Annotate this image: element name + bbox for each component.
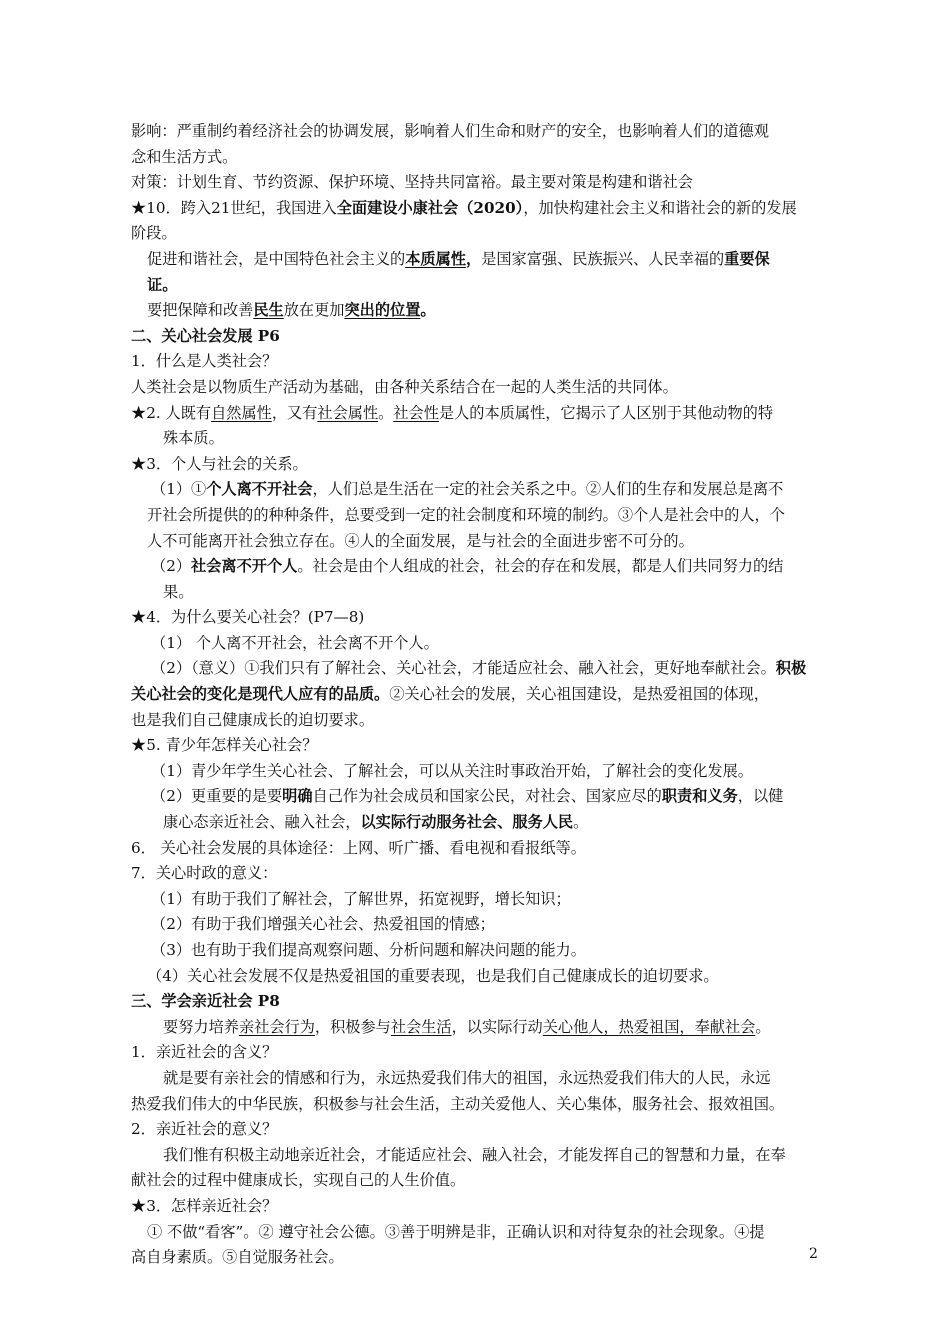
text-segment: ★3．怎样亲近社会？: [131, 1196, 278, 1215]
text-segment: 以实际行动服务社会、服务人民: [360, 813, 574, 832]
text-line: [131, 426, 821, 452]
text-line: [131, 605, 821, 631]
text-segment: （1）①: [151, 480, 207, 499]
text-segment: 。: [378, 403, 394, 422]
text-line: [131, 196, 821, 222]
text-line: [131, 529, 821, 555]
text-segment: 开社会所提供的的种种条件，总要受到一定的社会制度和环境的制约。③个人是社会中的人，个: [147, 505, 785, 524]
text-line: [131, 221, 821, 247]
text-segment: 要把保障和改善: [147, 301, 254, 320]
text-segment: 全面建设小康社会（2020）: [336, 198, 524, 217]
text-segment: ，人们总是生活在一定的社会关系之中。②人们的生存和发展总是离不: [312, 480, 784, 499]
text-line: [131, 989, 821, 1015]
text-segment: 个人离不开社会: [206, 480, 313, 499]
text-line: [131, 938, 821, 964]
text-segment: 社会生活: [390, 1017, 452, 1036]
text-segment: （2）更重要的是要: [151, 787, 283, 806]
text-segment: 社会属性: [317, 403, 379, 422]
text-line: [131, 554, 821, 580]
text-line: [131, 273, 821, 299]
text-segment: 促进和谐社会，是中国特色社会主义的: [147, 249, 406, 268]
text-segment: 放在更加: [283, 301, 345, 320]
text-segment: 是国家富强、民族振兴、人民幸福的: [481, 249, 725, 268]
text-segment: 就是要有亲社会的情感和行为，永远热爱我们伟大的祖国，永远热爱我们伟大的人民，永远: [163, 1068, 771, 1087]
text-segment: 影响：严重制约着经济社会的协调发展，影响着人们生命和财产的安全，也影响着人们的道德观: [131, 122, 769, 140]
text-segment: 也是我们自己健康成长的迫切要求。: [131, 710, 374, 729]
text-line: [131, 1015, 821, 1041]
text-segment: 。: [420, 301, 436, 320]
text-segment: ，加快构建社会主义和谐社会的新的发展: [523, 198, 797, 217]
text-segment: 证。: [147, 275, 178, 294]
text-segment: 关心他人，热爱祖国，奉献社会: [542, 1017, 756, 1036]
text-line: [131, 401, 821, 427]
text-segment: ★4．为什么要关心社会？(P7—8): [131, 608, 365, 627]
text-segment: ，又有: [271, 403, 318, 422]
text-segment: ，以健: [737, 787, 784, 806]
text-segment: ★10．跨入21世纪，我国进入: [131, 198, 337, 217]
text-line: [131, 1220, 821, 1246]
text-line: [131, 1143, 821, 1169]
text-line: [131, 1092, 821, 1118]
text-segment: 关心社会的变化是现代人应有的品质。: [131, 685, 390, 704]
text-line: [131, 810, 821, 836]
text-line: [131, 912, 821, 938]
text-line: [131, 477, 821, 503]
text-segment: 。: [573, 813, 589, 832]
text-segment: （1）青少年学生关心社会、了解社会，可以从关注时事政治开始，了解社会的变化发展。: [151, 761, 753, 780]
text-line: [131, 375, 821, 401]
text-line: [131, 452, 821, 478]
text-segment: 职责和义务: [661, 787, 738, 806]
text-segment: 二、关心社会发展 P6: [131, 326, 280, 345]
text-segment: 1．亲近社会的含义？: [131, 1043, 278, 1062]
text-segment: ，: [465, 249, 482, 268]
text-segment: ① 不做“看客”。② 遵守社会公德。③善于明辨是非，正确认识和对待复杂的社会现象。④提: [147, 1222, 765, 1241]
text-segment: 社会离不开个人: [191, 557, 298, 576]
text-segment: （4）关心社会发展不仅是热爱祖国的重要表现，也是我们自己健康成长的迫切要求。: [147, 966, 719, 985]
text-segment: 三、学会亲近社会 P8: [131, 992, 280, 1011]
text-segment: 6． 关心社会发展的具体途径：上网、听广播、看电视和看报纸等。: [131, 838, 586, 857]
text-segment: 7．关心时政的意义：: [131, 864, 278, 883]
text-line: [131, 656, 821, 682]
text-segment: 是人的本质属性，它揭示了人区别于其他动物的特: [438, 403, 774, 422]
text-line: [131, 759, 821, 785]
page-number: 2: [809, 1246, 818, 1262]
text-line: [131, 1168, 821, 1194]
text-segment: 。: [755, 1017, 771, 1036]
text-line: [131, 631, 821, 657]
text-segment: （2）: [151, 557, 192, 576]
text-segment: 亲社会行为: [238, 1017, 315, 1036]
text-segment: ②关心社会的发展，关心祖国建设，是热爱祖国的体现，: [389, 685, 769, 704]
text-line: [131, 1040, 821, 1066]
text-line: [131, 836, 821, 862]
text-segment: 康心态亲近社会、融入社会，: [163, 813, 361, 832]
text-line: [131, 1066, 821, 1092]
text-segment: 人类社会是以物质生产活动为基础，由各种关系结合在一起的人类生活的共同体。: [131, 377, 678, 396]
text-segment: 果。: [163, 582, 194, 601]
text-line: [131, 247, 821, 273]
text-line: [131, 145, 821, 171]
text-segment: 热爱我们伟大的中华民族，积极参与社会生活，主动关爱他人、关心集体，服务社会、报效祖国。: [131, 1094, 785, 1113]
text-segment: 突出的位置: [344, 301, 421, 320]
text-segment: 献社会的过程中健康成长，实现自己的人生价值。: [131, 1171, 466, 1190]
text-segment: 人不可能离开社会独立存在。④人的全面发展，是与社会的全面进步密不可分的。: [147, 531, 694, 550]
text-segment: 2．亲近社会的意义？: [131, 1120, 278, 1139]
text-segment: （3）也有助于我们提高观察问题、分析问题和解决问题的能力。: [151, 941, 586, 959]
text-segment: 我们惟有积极主动地亲近社会，才能适应社会、融入社会，才能发挥自己的智慧和力量，在奉: [163, 1145, 786, 1164]
text-segment: 明确: [282, 787, 313, 806]
text-segment: ，积极参与: [314, 1017, 391, 1036]
text-segment: 自然属性: [211, 403, 272, 422]
text-segment: （2）（意义）①我们只有了解社会、关心社会，才能适应社会、融入社会，更好地奉献社会。: [151, 659, 776, 678]
text-segment: 社会性: [393, 403, 439, 422]
text-line: [131, 1194, 821, 1220]
text-line: [131, 580, 821, 606]
text-line: [131, 298, 821, 324]
text-segment: （1） 个人离不开社会，社会离不开个人。: [151, 633, 439, 652]
text-line: [131, 682, 821, 708]
text-segment: （2）有助于我们增强关心社会、热爱祖国的情感；: [151, 915, 495, 934]
text-segment: 念和生活方式。: [131, 147, 238, 166]
text-segment: 1．什么是人类社会？: [131, 352, 278, 371]
text-line: [131, 1117, 821, 1143]
text-line: [131, 170, 821, 196]
text-line: [131, 349, 821, 375]
text-line: [131, 324, 821, 350]
text-segment: ★2. 人既有: [131, 403, 212, 422]
text-segment: ★3．个人与社会的关系。: [131, 454, 308, 473]
text-line: [131, 964, 821, 990]
text-segment: 自己作为社会成员和国家公民，对社会、国家应尽的: [312, 787, 662, 806]
text-segment: （1）有助于我们了解社会，了解世界，拓宽视野，增长知识；: [151, 889, 571, 908]
text-segment: 阶段。: [131, 224, 177, 243]
text-segment: 民生: [253, 301, 284, 320]
text-segment: 积极: [775, 659, 807, 678]
text-segment: 重要保: [724, 249, 770, 268]
text-line: [131, 861, 821, 887]
text-segment: 要努力培养: [163, 1017, 239, 1036]
text-line: [131, 887, 821, 913]
text-segment: 对策：计划生育、节约资源、保护环境、坚持共同富裕。最主要对策是构建和谐社会: [131, 173, 693, 192]
text-line: [131, 503, 821, 529]
text-line: [131, 119, 821, 145]
text-line: [131, 1245, 821, 1271]
text-line: [131, 733, 821, 759]
text-segment: 本质属性: [405, 249, 466, 268]
document-body: [131, 119, 821, 1271]
text-segment: 殊本质。: [163, 429, 224, 448]
text-line: [131, 708, 821, 734]
text-segment: 。社会是由个人组成的社会，社会的存在和发展，都是人们共同努力的结: [297, 557, 784, 576]
text-segment: 高自身素质。⑤自觉服务社会。: [131, 1248, 344, 1267]
text-line: [131, 784, 821, 810]
text-segment: ，以实际行动: [451, 1017, 543, 1036]
text-segment: ★5. 青少年怎样关心社会？: [131, 736, 318, 755]
